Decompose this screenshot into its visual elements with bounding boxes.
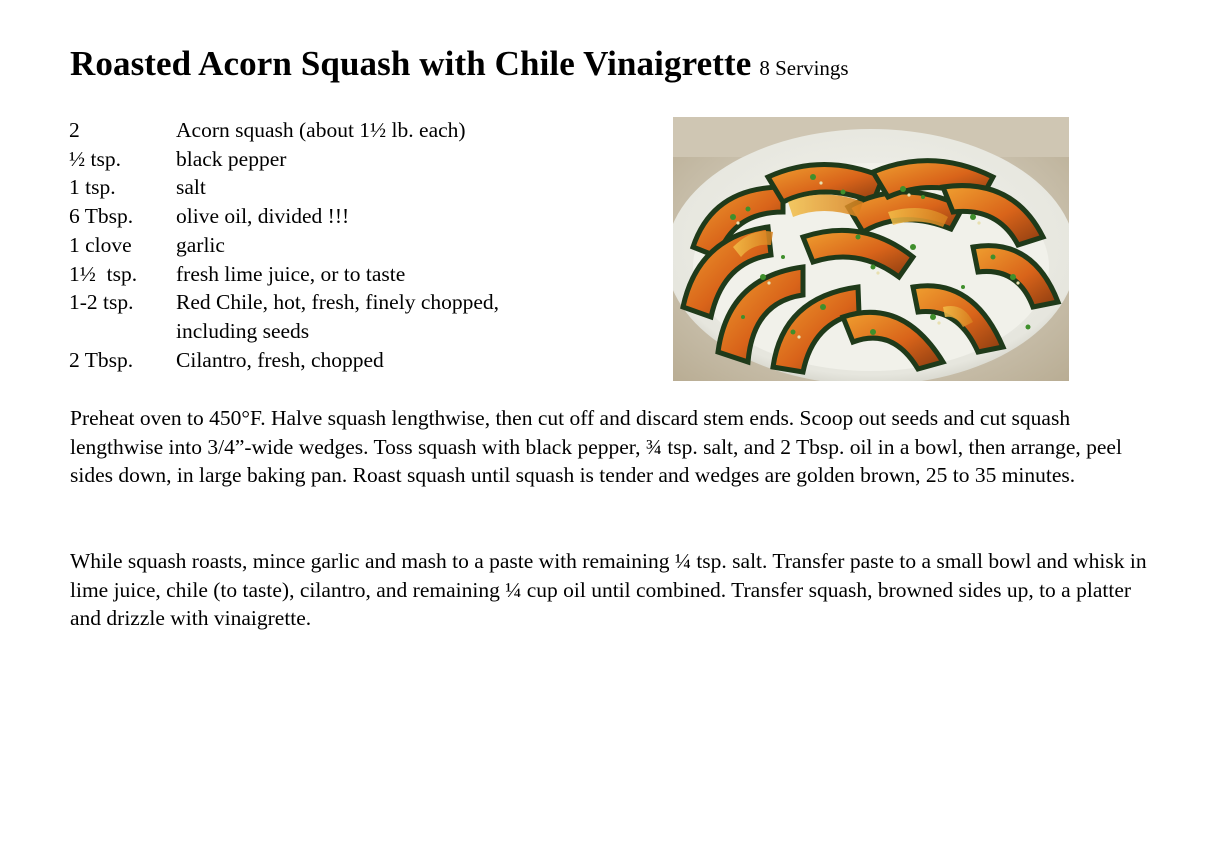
ingredient-qty (69, 317, 176, 346)
servings-label: 8 Servings (759, 56, 849, 80)
ingredient-name: fresh lime juice, or to taste (176, 261, 406, 286)
ingredient-qty: 1 tsp. (69, 175, 116, 200)
ingredient-qty: ½ tsp. (69, 146, 121, 171)
ingredient-name: black pepper (176, 146, 287, 171)
ingredient-row (69, 231, 609, 260)
roasted-squash-photo (673, 117, 1069, 381)
title-line (70, 44, 849, 84)
ingredient-qty: 2 (69, 118, 80, 142)
ingredient-row (69, 317, 609, 346)
ingredient-row (69, 288, 609, 317)
ingredient-row (69, 145, 609, 174)
ingredient-name: salt (176, 175, 206, 200)
ingredient-row (69, 202, 609, 231)
ingredient-qty: 1½ tsp. (69, 261, 138, 286)
ingredient-row (69, 173, 609, 202)
ingredient-list (69, 116, 609, 374)
ingredient-name: garlic (176, 232, 225, 257)
ingredient-row (69, 346, 609, 375)
ingredient-name: including seeds (176, 318, 310, 343)
ingredient-qty: 1-2 tsp. (69, 290, 134, 315)
ingredient-row (69, 116, 609, 145)
ingredient-name: Red Chile, hot, fresh, finely chopped, (176, 290, 500, 315)
ingredient-qty: 2 Tbsp. (69, 347, 134, 372)
ingredient-qty: 6 Tbsp. (69, 204, 134, 229)
recipe-title: Roasted Acorn Squash with Chile Vinaigrette (70, 44, 752, 83)
ingredient-name: Acorn squash (about 1½ lb. each) (176, 118, 466, 142)
ingredient-name: olive oil, divided !!! (176, 204, 350, 229)
ingredient-name: Cilantro, fresh, chopped (176, 347, 384, 372)
instruction-paragraph: While squash roasts, mince garlic and mash to a paste with remaining ¼ tsp. salt. Transfer paste to a small bowl and whisk in lime juice, chile (to taste), cilantro, and remaining ¼ cup oil until combined. Transfer squash, browned sides up, to a platter and drizzle with vinaigrette. (70, 549, 1147, 631)
instruction-paragraph: Preheat oven to 450°F. Halve squash lengthwise, then cut off and discard stem ends. Scoop out seeds and cut squash lengthwise into 3/4”-wide wedges. Toss squash with black pepper, ¾ tsp. salt, and 2 Tbsp. oil in a bowl, then arrange, peel sides down, in large baking pan. Roast squash until squash is tender and wedges are golden brown, 25 to 35 minutes. (70, 406, 1122, 488)
ingredient-qty: 1 clove (69, 232, 132, 257)
ingredient-row (69, 260, 609, 289)
